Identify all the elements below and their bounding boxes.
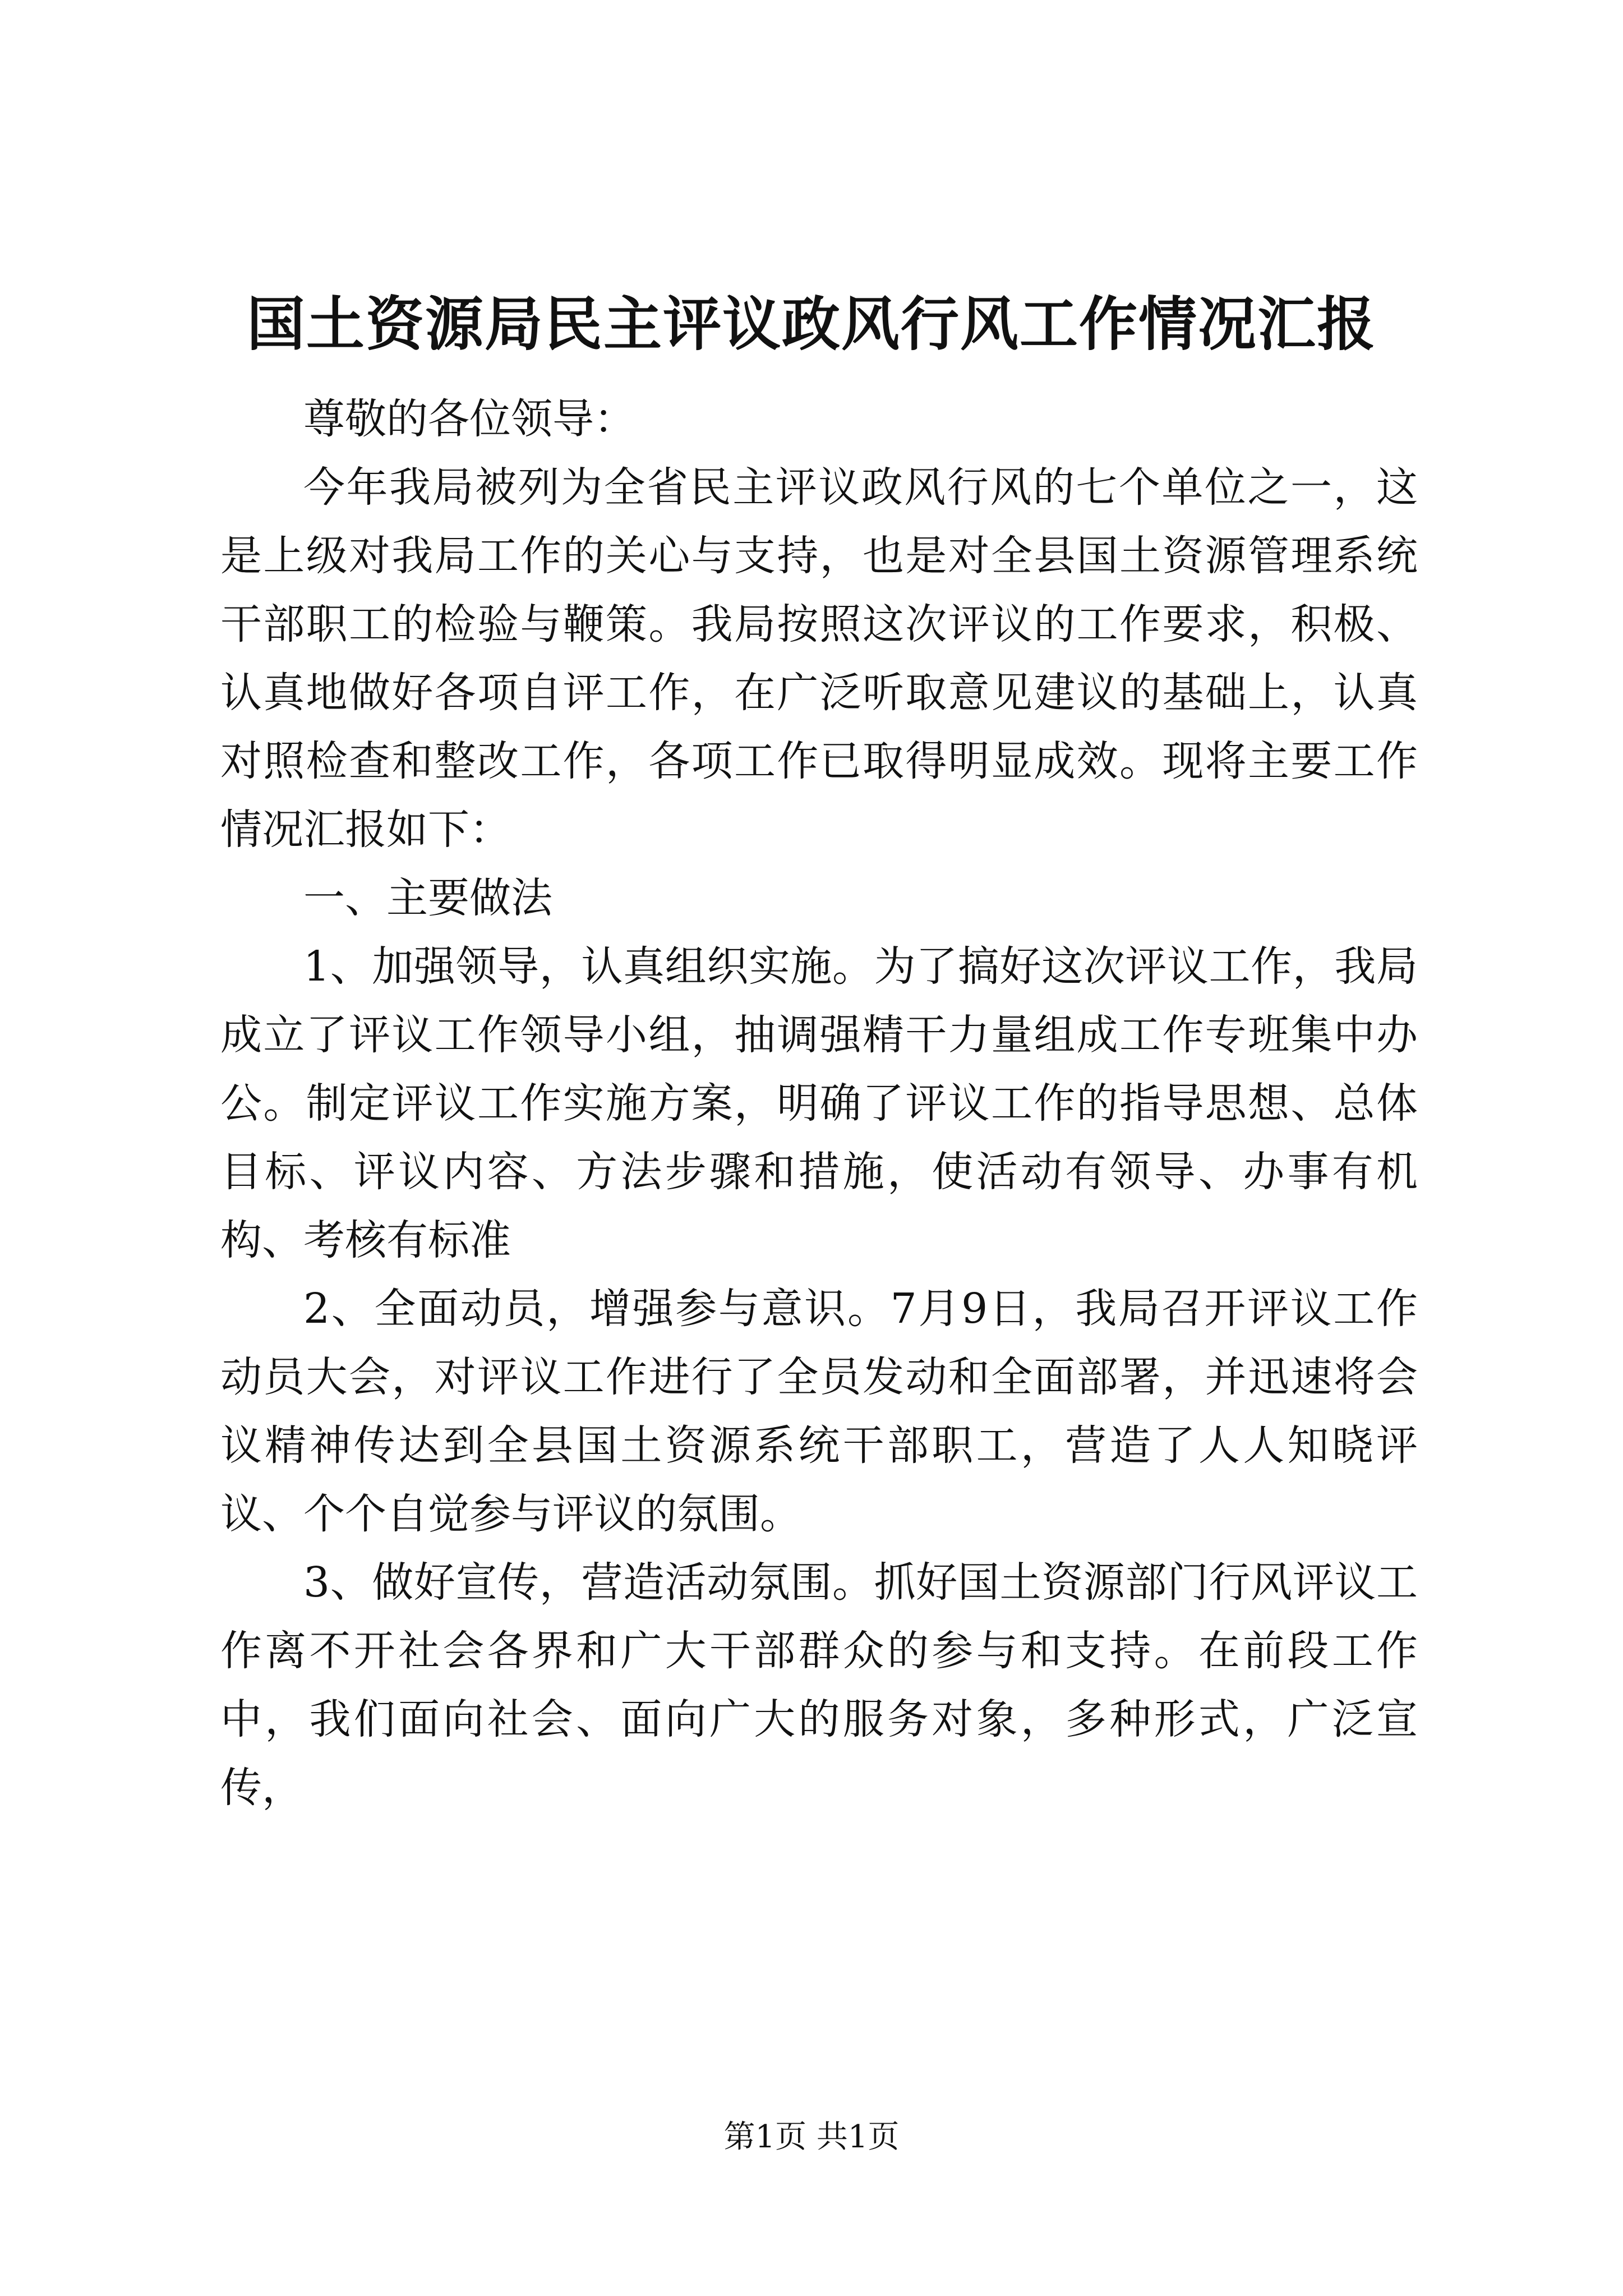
item-paragraph-1: 1、加强领导，认真组织实施。为了搞好这次评议工作，我局成立了评议工作领导小组，抽调强精干力量组成工作专班集中办公。制定评议工作实施方案，明确了评议工作的指导思想、总体目标、评议内容、方法步骤和措施，使活动有领导、办事有机构、考核有标准: [220, 942, 1418, 1264]
salutation: 尊敬的各位领导：: [303, 395, 635, 443]
document-body: [220, 385, 1418, 1822]
page-number-label: 第1页 共1页: [723, 2119, 900, 2155]
intro-paragraph: 今年我局被列为全省民主评议政风行风的七个单位之一，这是上级对我局工作的关心与支持，也是对全县国土资源管理系统干部职工的检验与鞭策。我局按照这次评议的工作要求，积极、认真地做好各项自评工作，在广泛听取意见建议的基础上，认真对照检查和整改工作，各项工作已取得明显成效。现将主要工作情况汇报如下：: [220, 463, 1418, 854]
item-paragraph-2: 2、全面动员，增强参与意识。7月9日，我局召开评议工作动员大会，对评议工作进行了全员发动和全面部署，并迅速将会议精神传达到全县国土资源系统干部职工，营造了人人知晓评议、个个自觉参与评议的氛围。: [220, 1285, 1418, 1538]
item-paragraph-3: 3、做好宣传，营造活动氛围。抓好国土资源部门行风评议工作离不开社会各界和广大干部群众的参与和支持。在前段工作中，我们面向社会、面向广大的服务对象，多种形式，广泛宣传，: [220, 1558, 1418, 1812]
section-heading: 一、主要做法: [303, 874, 552, 922]
page-footer: [0, 2115, 1623, 2160]
document-title: 国土资源局民主评议政风行风工作情况汇报: [246, 289, 1376, 358]
